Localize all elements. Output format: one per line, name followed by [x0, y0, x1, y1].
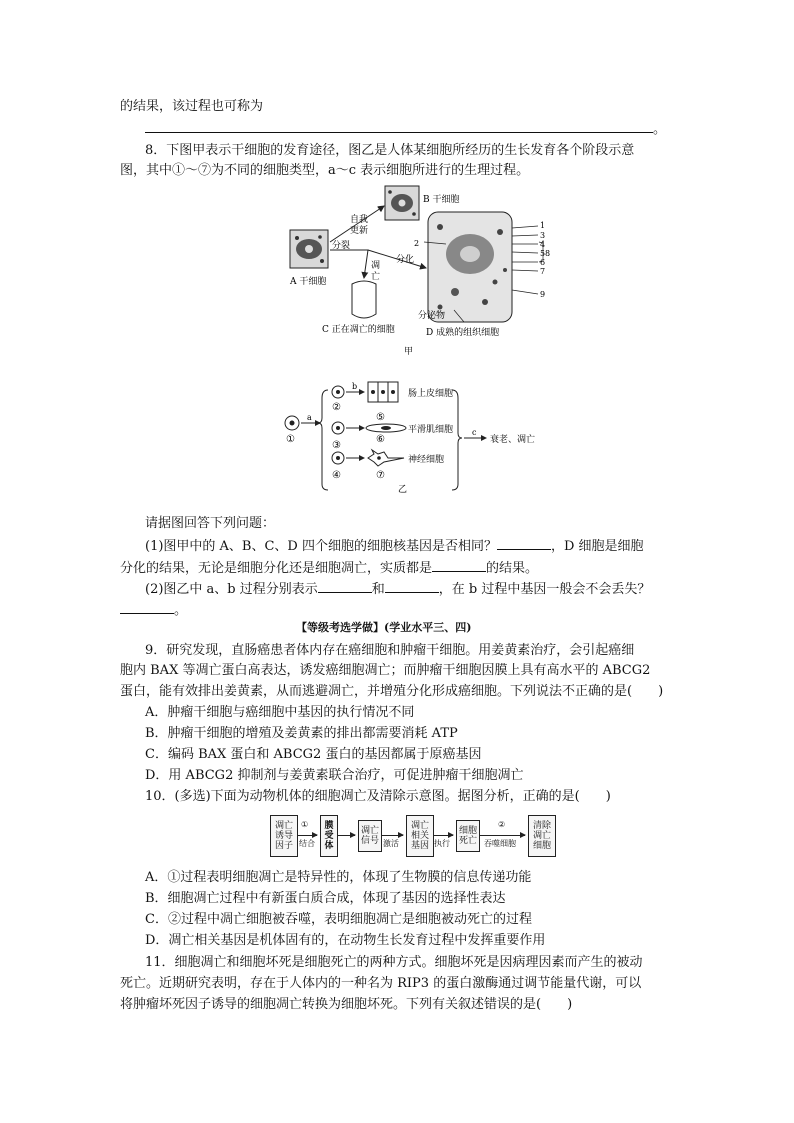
flow-label: ②	[498, 820, 506, 829]
flow-arrow	[297, 835, 317, 836]
label-cell-5: ⑤	[376, 412, 385, 423]
label-cell-3: ③	[332, 440, 341, 451]
answer-blank[interactable]	[385, 579, 439, 593]
prompt: 请据图回答下列问题：	[145, 516, 276, 531]
flow-label: 激活	[383, 839, 399, 848]
flow-label: ①	[301, 820, 309, 829]
flow-arrow	[433, 835, 453, 836]
label-process-c: c	[472, 428, 477, 437]
text-line	[120, 97, 263, 117]
flow-arrow	[381, 835, 403, 836]
flow-box-death: 细胞 死亡	[456, 820, 480, 852]
question-11-stem: 11．细胞凋亡和细胞坏死是细胞死亡的两种方式。细胞坏死是因病理因素而产生的被动	[145, 955, 643, 970]
line-text: 分化的结果，无论是细胞分化还是细胞凋亡，实质都是	[120, 561, 433, 576]
label-process-a: a	[307, 413, 312, 422]
line-text: 。	[653, 122, 667, 137]
line-text: 的结果。	[486, 561, 539, 576]
flow-label: 结合	[299, 839, 315, 848]
label-num: 7	[540, 267, 546, 276]
label-self: 自我	[350, 215, 369, 225]
flow-arrow	[479, 835, 525, 836]
option-10b: B．细胞凋亡过程中有新蛋白质合成，体现了基因的选择性表达	[145, 891, 506, 906]
option-9b: B．肿瘤干细胞的增殖及姜黄素的排出都需要消耗 ATP	[145, 726, 458, 741]
flow-box-receptor: 膜 受 体	[320, 815, 338, 857]
option-9c: C．编码 BAX 蛋白和 ABCG2 蛋白的基因都属于原癌基因	[145, 747, 482, 762]
label-apoptosis-2: 亡	[371, 272, 381, 282]
line-text: (1)图甲中的 A、B、C、D 四个细胞的细胞核基因是否相同？	[145, 539, 497, 554]
answer-line	[145, 119, 666, 140]
label-division: 分裂	[332, 241, 351, 251]
label-secretion: 分泌物	[418, 311, 446, 321]
option-10c: C．②过程中凋亡细胞被吞噬，表明细胞凋亡是细胞被动死亡的过程	[145, 912, 532, 927]
figure-caption-yi: 乙	[398, 485, 408, 495]
figure-jia	[280, 182, 550, 358]
answer-blank[interactable]	[120, 600, 174, 614]
answer-blank[interactable]	[432, 558, 486, 572]
question-9-stem: 9．研究发现，直肠癌患者体内存在癌细胞和肿瘤干细胞。用姜黄素治疗，会引起癌细	[145, 643, 635, 658]
label-cell-2: ②	[332, 402, 341, 413]
label-cell-7: ⑦	[376, 470, 385, 481]
stem-cell-a	[290, 230, 328, 268]
label-cell-d: D 成熟的组织细胞	[426, 328, 500, 338]
answer-blank[interactable]	[145, 119, 653, 133]
flow-label: 执行	[434, 839, 450, 848]
label-apoptosis-1: 凋	[371, 261, 381, 271]
option-9d: D．用 ABCG2 抑制剂与姜黄素联合治疗，可促进肿瘤干细胞凋亡	[145, 768, 524, 783]
question-11-stem: 将肿瘤坏死因子诱导的细胞凋亡转换为细胞坏死。下列有关叙述错误的是( )	[120, 997, 573, 1012]
label-num: 3	[540, 231, 546, 240]
label-smooth-muscle-cell: 平滑肌细胞	[408, 425, 454, 435]
line-text: (2)图乙中 a、b 过程分别表示	[145, 582, 318, 597]
line-text: ，D 细胞是细胞	[551, 539, 644, 554]
stem-cell-b	[385, 186, 419, 220]
label-cell-b: B 干细胞	[423, 195, 460, 205]
apoptotic-cell-c	[352, 281, 376, 318]
label-aging-apoptosis: 衰老、凋亡	[490, 435, 536, 445]
flow-label: 吞噬细胞	[484, 839, 516, 848]
option-10d: D．凋亡相关基因是机体固有的，在动物生长发育过程中发挥重要作用	[145, 933, 546, 948]
label-cell-1: ①	[286, 434, 295, 445]
label-num: 9	[540, 290, 546, 299]
line-text: 和	[371, 582, 385, 597]
section-heading: 【等级考选学做】(学业水平三、四)	[296, 621, 472, 634]
question-9-stem: 胞内 BAX 等凋亡蛋白高表达，诱发癌细胞凋亡；而肿瘤干细胞因膜上具有高水平的 ABCG2	[120, 663, 651, 678]
question-8-stem: 8．下图甲表示干细胞的发育途径，图乙是人体某细胞所经历的生长发育各个阶段示意	[145, 143, 635, 158]
label-num: 6	[540, 258, 546, 267]
option-10a: A．①过程表明细胞凋亡是特异性的，体现了生物膜的信息传递功能	[145, 870, 532, 885]
figure-yi	[280, 378, 550, 496]
label-cell-6: ⑥	[376, 434, 385, 445]
line-text: 的结果，该过程也可称为	[120, 99, 264, 114]
question-8-1	[145, 536, 644, 557]
line-text: ，在 b 过程中基因一般会不会丢失？	[438, 582, 651, 597]
question-11-stem: 死亡。近期研究表明，存在于人体内的一种名为 RIP3 的蛋白激酶通过调节能量代谢，可以	[120, 976, 642, 991]
question-9-stem: 蛋白，能有效排出姜黄素，从而逃避凋亡，并增殖分化形成癌细胞。下列说法不正确的是( )	[120, 684, 664, 699]
answer-blank[interactable]	[497, 536, 551, 550]
mature-tissue-cell-d	[428, 212, 512, 322]
flow-box-clearance: 清除 凋亡 细胞	[528, 815, 556, 857]
question-8-2	[120, 600, 187, 621]
label-num: 5	[540, 249, 546, 258]
flow-arrow	[337, 835, 355, 836]
label-num: 2	[414, 239, 420, 248]
label-nerve-cell: 神经细胞	[408, 455, 445, 465]
question-10-stem: 10．(多选)下面为动物机体的细胞凋亡及清除示意图。据图分析，正确的是( )	[145, 789, 611, 804]
question-8-2	[145, 579, 650, 600]
label-cell-c: C 正在凋亡的细胞	[322, 325, 395, 335]
label-num: 8	[545, 249, 550, 258]
question-8-1	[120, 558, 538, 579]
label-differentiation: 分化	[396, 255, 415, 265]
flow-box-signal: 凋亡 信号	[358, 820, 382, 852]
label-num: 1	[540, 221, 546, 230]
answer-blank[interactable]	[318, 579, 372, 593]
option-9a: A．肿瘤干细胞与癌细胞中基因的执行情况不同	[145, 705, 415, 720]
flow-box-genes: 凋亡 相关 基因	[406, 815, 434, 857]
label-process-b: b	[352, 382, 358, 391]
question-8-stem: 图，其中①～⑦为不同的细胞类型，a～c 表示细胞所进行的生理过程。	[120, 163, 530, 178]
label-cell-a: A 干细胞	[290, 277, 327, 287]
label-num: 4	[540, 240, 546, 249]
label-renew: 更新	[350, 226, 369, 236]
figure-caption-jia: 甲	[404, 347, 414, 357]
line-text: 。	[174, 603, 188, 618]
label-intestinal-cell: 肠上皮细胞	[408, 389, 454, 399]
label-cell-4: ④	[332, 470, 341, 481]
flow-box-inducer: 凋亡 诱导 因子	[270, 815, 298, 857]
